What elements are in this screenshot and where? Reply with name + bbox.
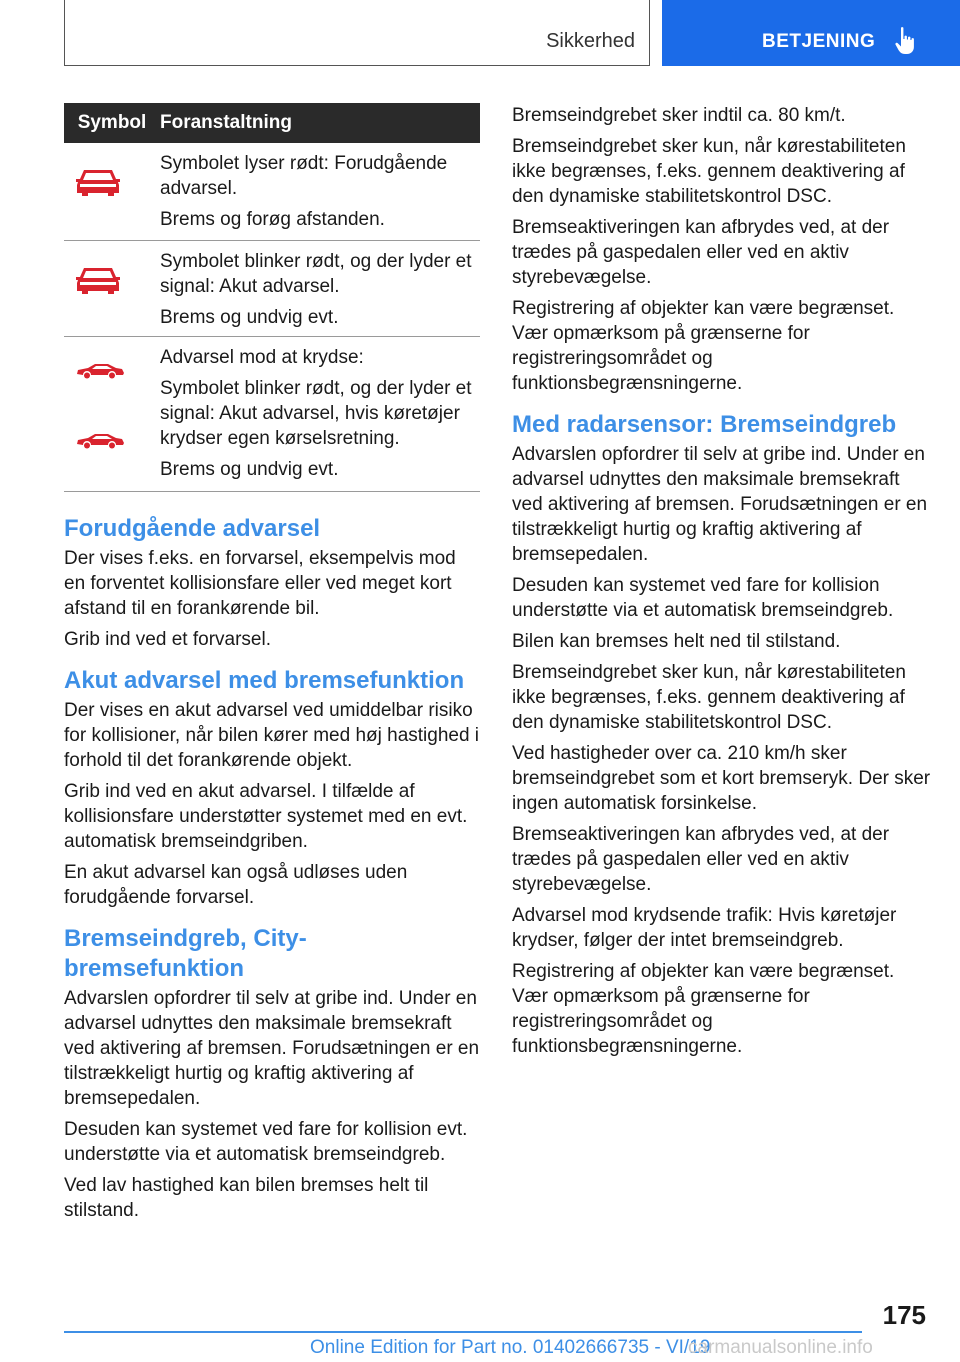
paragraph: Desuden kan systemet ved fare for kollision evt. understøtte via et automatisk bremseindgreb. [64,1119,468,1165]
paragraph: Bilen kan bremses helt ned til stilstand. [512,631,841,652]
heading-akut-advarsel: Akut advarsel med bremsefunktion [64,667,465,694]
paragraph: Registrering af objekter kan være begrænset. Vær opmærksom på grænserne for registreringsområdet og funktionsbegrænsningerne. [512,298,895,394]
page-number: 175 [882,1300,926,1330]
right-column [512,103,932,1065]
table-header-measure: Foranstaltning [160,112,292,133]
footer-edition: Online Edition for Part no. 01402666735 - VI/19 [310,1337,711,1358]
row3-line2: Symbolet blinker rødt, og der lyder et signal: Akut advarsel, hvis køretøjer krydser egen kørselsretning. [160,378,472,449]
paragraph: Bremseaktiveringen kan afbrydes ved, at der trædes på gaspedalen eller ved en aktiv styrebevægelse. [512,217,890,288]
row1-line1: Symbolet lyser rødt: Forudgående advarsel. [160,153,448,199]
row3-line3: Brems og undvig evt. [160,459,339,480]
paragraph: Der vises f.eks. en forvarsel, eksempelvis mod en forventet kollisionsfare eller ved meget kort afstand til en forankørende bil. [64,548,456,619]
car-front-icon [75,265,121,295]
paragraph: Advarslen opfordrer til selv at gribe ind. Under en advarsel udnyttes den maksimale bremsekraft ved aktivering af bremsen. Forudsætningen er en tilstrækkeligt hurtig og kraftig aktivering af bremsepedalen. [512,444,928,565]
paragraph: Grib ind ved et forvarsel. [64,629,271,650]
paragraph: Bremseindgrebet sker indtil ca. 80 km/t. [512,105,846,126]
paragraph: Advarslen opfordrer til selv at gribe ind. Under en advarsel udnyttes den maksimale bremsekraft ved aktivering af bremsen. Forudsætningen er en tilstrækkeligt hurtig og kraftig aktivering af bremsepedalen. [64,988,480,1109]
pointing-hand-icon [894,26,918,56]
chapter-tab[interactable] [662,0,960,66]
paragraph: Advarsel mod krydsende trafik: Hvis køretøjer krydser, følger der intet bremseindgreb. [512,905,897,951]
row2-line1: Symbolet blinker rødt, og der lyder et signal: Akut advarsel. [160,251,472,297]
table-header [64,103,480,143]
paragraph: Ved lav hastighed kan bilen bremses helt til stilstand. [64,1175,429,1221]
table-row [64,337,480,492]
car-front-icon [75,167,121,197]
footer-watermark[interactable]: carmanualsonline.info [688,1337,873,1358]
car-side-icon [75,363,125,379]
paragraph: En akut advarsel kan også udløses uden forudgående forvarsel. [64,862,408,908]
heading-radarsensor: Med radarsensor: Bremseindgreb [512,411,897,438]
heading-city-bremsefunktion: Bremseindgreb, City-bremsefunktion [64,925,307,982]
paragraph: Ved hastigheder over ca. 210 km/h sker bremseindgrebet som et kort bremseryk. Der sker ingen automatisk forsinkelse. [512,743,931,814]
left-column [64,103,480,1229]
header-section-box [64,0,650,66]
paragraph: Registrering af objekter kan være begrænset. Vær opmærksom på grænserne for registreringsområdet og funktionsbegrænsningerne. [512,961,895,1057]
paragraph: Bremseindgrebet sker kun, når kørestabiliteten ikke begrænses, f.eks. gennem deaktivering af den dynamiske stabilitetskontrol DSC. [512,136,906,207]
footer-rule [64,1331,862,1333]
section-title: Sikkerhed [546,30,635,52]
paragraph: Der vises en akut advarsel ved umiddelbar risiko for kollisioner, når bilen kører med høj hastighed i forhold til det forankørende objekt. [64,700,480,771]
table-row [64,241,480,337]
chapter-tab-label: BETJENING [762,31,876,52]
paragraph: Bremseaktiveringen kan afbrydes ved, at der trædes på gaspedalen eller ved en aktiv styrebevægelse. [512,824,890,895]
heading-forudgaaende: Forudgående advarsel [64,515,321,542]
table-row [64,143,480,241]
paragraph: Desuden kan systemet ved fare for kollision understøtte via et automatisk bremseindgreb. [512,575,894,621]
paragraph: Grib ind ved en akut advarsel. I tilfælde af kollisionsfare understøtter systemet med en evt. automatisk bremseindgriben. [64,781,468,852]
row2-line2: Brems og undvig evt. [160,307,339,328]
car-side-icon [75,433,125,449]
table-header-symbol: Symbol [77,112,147,133]
paragraph: Bremseindgrebet sker kun, når kørestabiliteten ikke begrænses, f.eks. gennem deaktivering af den dynamiske stabilitetskontrol DSC. [512,662,906,733]
row1-line2: Brems og forøg afstanden. [160,209,385,230]
row3-line1: Advarsel mod at krydse: [160,347,364,368]
